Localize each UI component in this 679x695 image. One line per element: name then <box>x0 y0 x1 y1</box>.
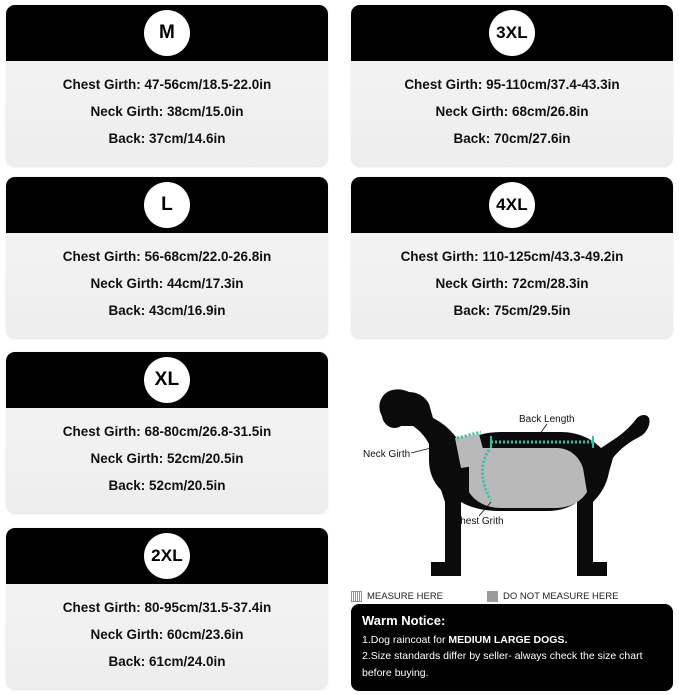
size-badge: 4XL <box>489 182 535 228</box>
size-badge: 2XL <box>144 533 190 579</box>
no-measure-swatch-icon <box>487 591 498 602</box>
size-card-body <box>6 408 328 514</box>
size-card-body <box>6 61 328 167</box>
legend-measure-label: MEASURE HERE <box>367 590 444 602</box>
warm-notice-line-1-pre: 1.Dog raincoat for <box>362 634 449 646</box>
size-card-header <box>6 352 328 408</box>
size-card-body <box>6 584 328 690</box>
size-badge: M <box>144 10 190 56</box>
size-card-header <box>6 5 328 61</box>
legend-do-not-measure <box>487 591 618 602</box>
size-card-xl <box>6 352 328 514</box>
legend-measure-here <box>351 591 443 602</box>
size-card-m <box>6 5 328 167</box>
chest-girth-text: Chest Girth: 80-95cm/31.5-37.4in <box>62 600 272 615</box>
size-card-body <box>351 61 673 167</box>
warm-notice-panel <box>351 604 673 691</box>
chest-girth-text: Chest Girth: 56-68cm/22.0-26.8in <box>62 249 272 264</box>
size-card-body <box>351 233 673 339</box>
warm-notice-line-1-bold: MEDIUM LARGE DOGS. <box>448 634 568 646</box>
chest-girth-text: Chest Girth: 68-80cm/26.8-31.5in <box>62 424 272 439</box>
size-card-2xl <box>6 528 328 690</box>
measure-swatch-icon <box>351 591 362 602</box>
back-length-text: Back: 61cm/24.0in <box>108 654 226 670</box>
diagram-legend <box>351 586 673 606</box>
size-card-4xl <box>351 177 673 339</box>
dog-measurement-diagram <box>351 352 673 600</box>
size-card-body <box>6 233 328 339</box>
neck-girth-text: Neck Girth: 72cm/28.3in <box>435 276 589 292</box>
size-card-l <box>6 177 328 339</box>
back-length-text: Back: 70cm/27.6in <box>453 131 571 147</box>
size-badge: L <box>144 182 190 228</box>
neck-girth-label: Neck Girth <box>363 449 411 460</box>
size-card-header <box>6 528 328 584</box>
back-length-text: Back: 52cm/20.5in <box>108 478 226 494</box>
size-card-3xl <box>351 5 673 167</box>
neck-girth-text: Neck Girth: 52cm/20.5in <box>90 451 244 467</box>
neck-girth-text: Neck Girth: 38cm/15.0in <box>90 104 244 120</box>
size-badge: XL <box>144 357 190 403</box>
neck-girth-text: Neck Girth: 44cm/17.3in <box>90 276 244 292</box>
back-length-label: Back Length <box>519 414 575 425</box>
neck-girth-text: Neck Girth: 60cm/23.6in <box>90 627 244 643</box>
size-card-header <box>6 177 328 233</box>
back-length-text: Back: 75cm/29.5in <box>453 303 571 319</box>
chest-girth-text: Chest Girth: 110-125cm/43.3-49.2in <box>400 249 624 264</box>
neck-girth-text: Neck Girth: 68cm/26.8in <box>435 104 589 120</box>
chest-girth-text: Chest Girth: 95-110cm/37.4-43.3in <box>404 77 620 92</box>
warm-notice-line-3: before buying. <box>362 666 429 679</box>
back-length-text: Back: 37cm/14.6in <box>108 131 226 147</box>
back-length-text: Back: 43cm/16.9in <box>108 303 226 319</box>
size-card-header <box>351 5 673 61</box>
size-card-header <box>351 177 673 233</box>
chest-girth-label: Chest Grith <box>453 516 504 527</box>
warm-notice-title: Warm Notice: <box>362 613 446 628</box>
warm-notice-line-2: 2.Size standards differ by seller- always check the size chart <box>362 650 643 663</box>
chest-girth-text: Chest Girth: 47-56cm/18.5-22.0in <box>62 77 272 92</box>
dog-illustration-icon <box>351 352 673 600</box>
size-badge: 3XL <box>489 10 535 56</box>
warm-notice-line-1 <box>362 633 662 647</box>
legend-no-measure-label: DO NOT MEASURE HERE <box>503 590 619 602</box>
